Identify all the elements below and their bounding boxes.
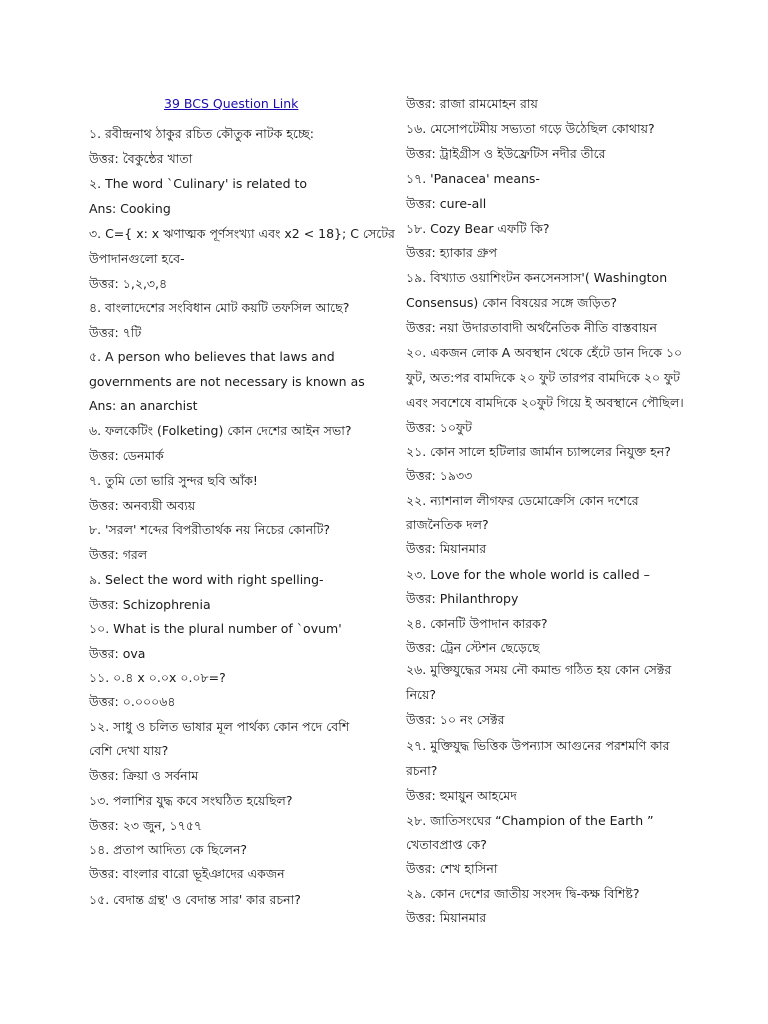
left-text-line: governments are not necessary is known as [89, 374, 365, 389]
left-text-line: উত্তর: ১,২,৩,৪ [89, 276, 168, 291]
left-text-line: ২. The word `Culinary' is related to [89, 176, 308, 191]
right-text-line: উত্তর: হ্যাকার গ্রুপ [406, 245, 498, 260]
right-text-line: ২০. একজন লোক A অবস্থান থেকে হেঁটে ডান দিকে ১০ [406, 345, 683, 360]
left-text-line: ১১. ০.৪ x ০.০x ০.০৮=? [89, 670, 226, 685]
right-text-line: উত্তর: Philanthropy [406, 591, 519, 606]
right-text-line: ২৯. কোন দেশের জাতীয় সংসদ দ্বি-কক্ষ বিশিষ্ট? [406, 886, 640, 901]
right-text-line: এবং সবশেষে বামদিকে ২০ফুট গিয়ে ই অবস্থানে পৌছিল। [406, 395, 684, 410]
right-text-line: Consensus) কোন বিষয়ের সঙ্গে জড়িত? [406, 295, 617, 310]
right-text-line: ২৮. জাতিসংঘের “Champion of the Earth ” [406, 813, 654, 828]
right-text-line: নিয়ে? [406, 687, 437, 702]
right-text-line: ২৭. মুক্তিযুদ্ধ ভিত্তিক উপন্যাস আগুনের পরশমণি কার [406, 738, 670, 753]
left-text-line: ৭. তুমি তো ভারি সুন্দর ছবি আঁক! [89, 473, 258, 488]
left-text-line: ৬. ফলকেটিং (Folketing) কোন দেশের আইন সভা? [89, 423, 352, 438]
right-text-line: উত্তর: নয়া উদারতাবাদী অর্থনৈতিক নীতি বাস্তবায়ন [406, 320, 657, 335]
question-link[interactable]: 39 BCS Question Link [164, 96, 299, 111]
left-text-line: উত্তর: ২৩ জুন, ১৭৫৭ [89, 818, 203, 833]
left-text-line: উত্তর: বৈকুন্ঠের খাতা [89, 151, 193, 166]
right-text-line: উত্তর: cure-all [406, 196, 487, 211]
left-text-line: ১৫. বেদান্ত গ্রন্থ' ও বেদান্ত সার' কার রচনা? [89, 892, 301, 907]
left-text-line: Ans: Cooking [89, 201, 171, 216]
right-text-line: ২৪. কোনটি উপাদান কারক? [406, 616, 548, 631]
right-text-line: উত্তর: ১৯৩৩ [406, 468, 473, 483]
left-text-line: উত্তর: অনব্যয়ী অব্যয় [89, 498, 196, 513]
left-text-line: উত্তর: ক্রিয়া ও সর্বনাম [89, 768, 199, 783]
right-text-line: ১৮. Cozy Bear এফটি কি? [406, 221, 550, 236]
left-text-line: বেশি দেখা যায়? [89, 743, 169, 758]
right-text-line: ২১. কোন সালে হটিলার জার্মান চ্যান্সলের নিযুক্ত হন? [406, 444, 671, 459]
right-text-line: খেতাবপ্রাপ্ত কে? [406, 837, 487, 852]
left-text-line: ১২. সাধু ও চলিত ভাষার মূল পার্থক্য কোন পদে বেশি [89, 719, 350, 734]
right-text-line: ২৩. Love for the whole world is called – [406, 567, 650, 582]
left-text-line: ৪. বাংলাদেশের সংবিধান মোট কয়টি তফসিল আছে? [89, 300, 350, 315]
right-text-line: উত্তর: মিয়ানমার [406, 910, 487, 925]
left-text-line: উত্তর: বাংলার বারো ভূইঞাদের একজন [89, 866, 285, 881]
left-text-line: ১০. What is the plural number of `ovum' [89, 621, 342, 636]
left-text-line: উত্তর: ৭টি [89, 325, 142, 340]
left-text-line: Ans: an anarchist [89, 398, 198, 413]
left-text-line: উত্তর: গরল [89, 547, 148, 562]
right-text-line: উত্তর: হুমায়ুন আহমেদ [406, 788, 517, 803]
right-text-line: ফুট, অত:পর বামদিকে ২০ ফুট তারপর বামদিকে ২০ ফুট [406, 370, 680, 385]
left-text-line: উত্তর: ০.০০০৬৪ [89, 694, 176, 709]
left-text-line: উত্তর: Schizophrenia [89, 597, 211, 612]
left-text-line: ১৩. পলাশির যুদ্ধ কবে সংঘঠিত হয়েছিল? [89, 793, 293, 808]
left-text-line: ৩. C={ x: x ঋণাত্মক পূর্ণসংখ্যা এবং x2 < 18}; C সেটের [89, 226, 395, 241]
right-text-line: উত্তর: মিয়ানমার [406, 541, 487, 556]
right-text-line: উত্তর: ১০ফুট [406, 420, 472, 435]
right-text-line: ২৬. মুক্তিযুদ্ধের সময় নৌ কমান্ড গঠিত হয় কোন সেক্টর [406, 662, 672, 677]
right-text-line: উত্তর: ট্রাইগ্রীস ও ইউফ্রেটিস নদীর তীরে [406, 146, 606, 161]
left-text-line: ৫. A person who believes that laws and [89, 349, 335, 364]
left-text-line: উপাদানগুলো হবে- [89, 251, 185, 266]
right-text-line: ১৭. 'Panacea' means- [406, 171, 540, 186]
right-text-line: উত্তর: শেখ হাসিনা [406, 861, 498, 876]
left-text-line: ১৪. প্রতাপ আদিত্য কে ছিলেন? [89, 842, 248, 857]
right-text-line: রাজনৈতিক দল? [406, 517, 489, 532]
left-text-line: ৯. Select the word with right spelling- [89, 572, 324, 587]
right-text-line: উত্তর: ট্রেন স্টেশন ছেড়েছে [406, 640, 540, 655]
left-text-line: উত্তর: ova [89, 646, 146, 661]
right-text-line: ১৯. বিখ্যাত ওয়াশিংটন কনসেনসাস'( Washington [406, 270, 668, 285]
right-text-line: উত্তর: ১০ নং সেক্টর [406, 712, 505, 727]
left-text-line: ১. রবীন্দ্রনাথ ঠাকুর রচিত কৌতুক নাটক হচ্ছে: [89, 126, 314, 141]
right-text-line: ১৬. মেসোপটেমীয় সভ্যতা গড়ে উঠেছিল কোথায়? [406, 121, 655, 136]
right-text-line: উত্তর: রাজা রামমোহন রায় [406, 96, 538, 111]
left-text-line: উত্তর: ডেনমার্ক [89, 448, 164, 463]
right-text-line: রচনা? [406, 763, 438, 778]
left-text-line: ৮. 'সরল' শব্দের বিপরীতার্থক নয় নিচের কোনটি? [89, 522, 331, 537]
right-text-line: ২২. ন্যাশনাল লীগফর ডেমোক্রেসি কোন দশেরে [406, 493, 639, 508]
